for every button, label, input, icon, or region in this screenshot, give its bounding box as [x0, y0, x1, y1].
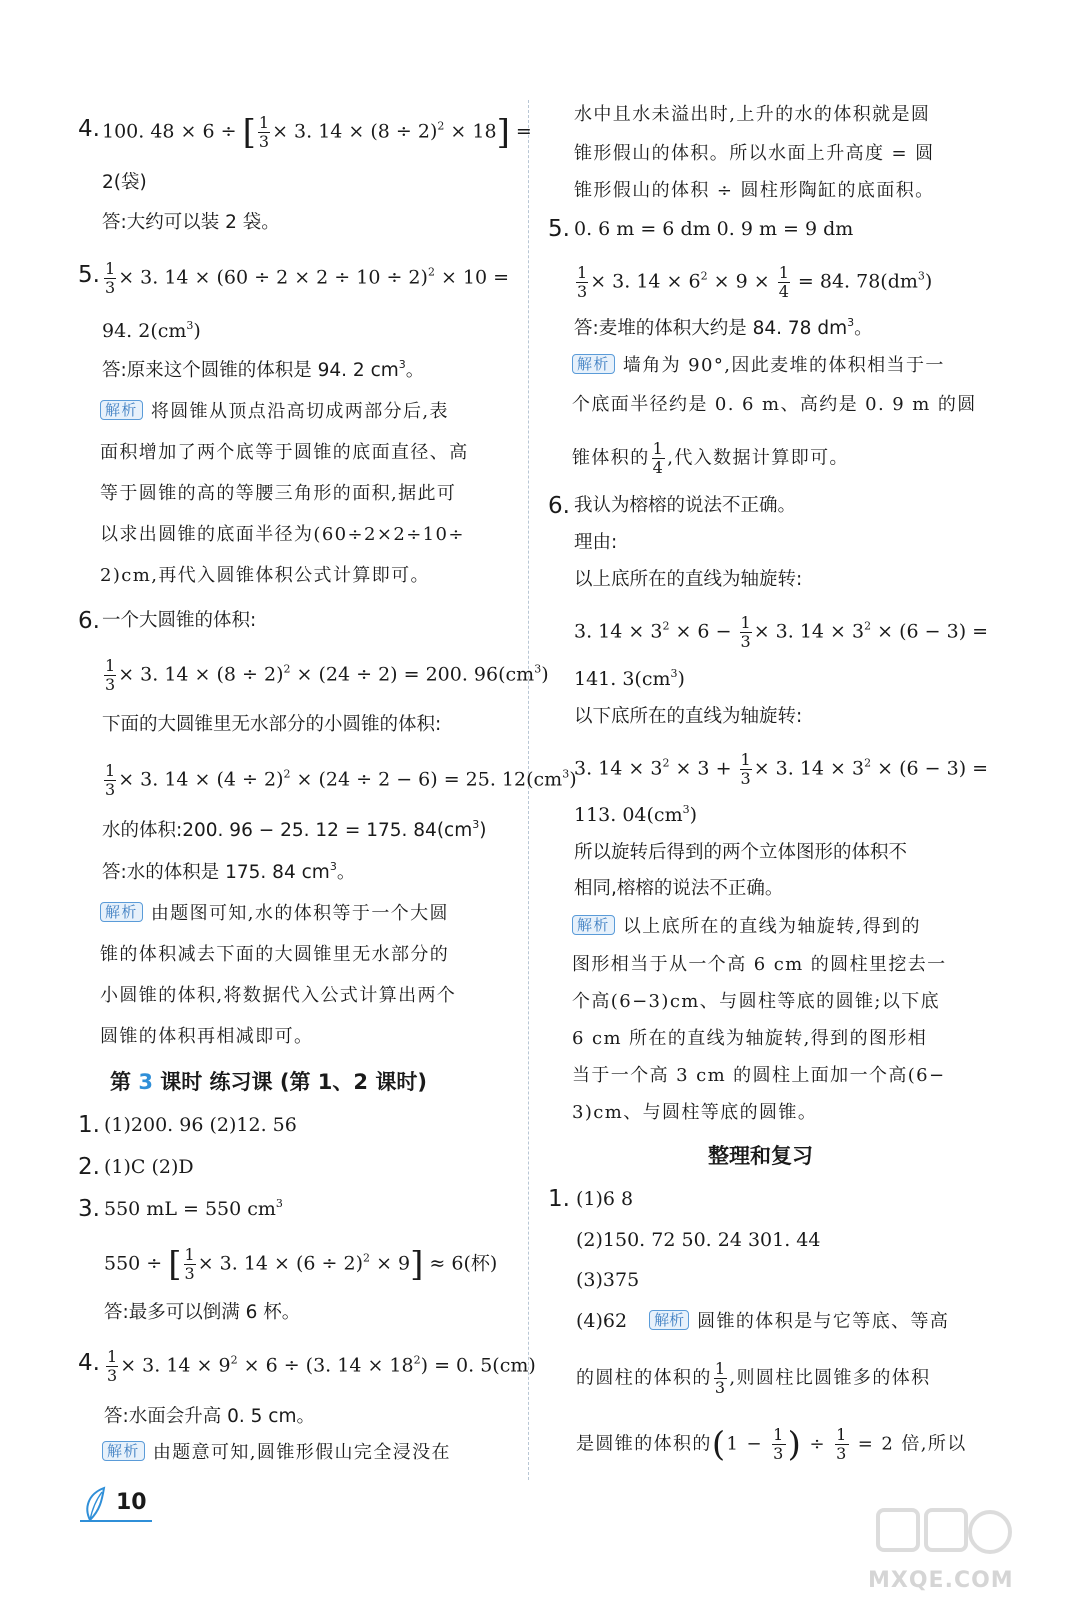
question-number: 3. [78, 1196, 100, 1222]
q5-part: × 9 × [707, 270, 776, 293]
exercise-2: (1)C (2)D [104, 1156, 194, 1178]
exponent: 3 [398, 358, 406, 371]
close-paren: ) [924, 270, 933, 293]
close-paren: ) [541, 663, 549, 686]
fraction-one-quarter [778, 264, 790, 301]
q5-part: × 3. 14 × 6 [590, 270, 701, 293]
frac-num: 1 [105, 761, 116, 780]
analysis-tag: 解析 [100, 400, 143, 420]
page-number: 10 [116, 1490, 147, 1515]
analysis-tag: 解析 [572, 354, 615, 374]
q5-result [102, 318, 201, 344]
q5-explanation-line: 个底面半径约是 0. 6 m、高约是 0. 9 m 的圆 [572, 394, 977, 415]
exponent: 2 [283, 662, 291, 676]
e3-part: ≈ 6(杯) [423, 1252, 498, 1275]
q5-answer-text: 答:原来这个圆锥的体积是 94. 2 cm [102, 360, 399, 381]
exponent: 3 [329, 860, 337, 873]
frac-den: 4 [778, 282, 789, 301]
exponent: 3 [670, 667, 678, 680]
exponent: 2 [427, 265, 435, 279]
review-1-part-4 [576, 1308, 949, 1335]
q5-explanation-line: 等于圆锥的高的等腰三角形的面积,据此可 [100, 483, 457, 504]
frac-num: 1 [740, 613, 751, 632]
period: 。 [336, 862, 356, 883]
explanation-text: 由题图可知,水的体积等于一个大圆 [150, 903, 449, 924]
q6-part: × (6 − 3) = [871, 757, 989, 780]
e4-part: × 3. 14 × 9 [120, 1354, 231, 1377]
fraction-one-third [576, 264, 588, 301]
q6-explanation-line: 3)cm、与圆柱等底的圆锥。 [572, 1102, 818, 1123]
explanation-text: ,则圆柱比圆锥多的体积 [729, 1367, 931, 1389]
q5-result-text: 94. 2(cm [102, 320, 187, 342]
e3-part: 550 ÷ [104, 1252, 169, 1275]
e3-part: × 9 [370, 1252, 411, 1275]
q6-l2-part-b: × (24 ÷ 2 − 6) = 25. 12(cm [290, 768, 563, 791]
fraction-one-third [104, 260, 116, 297]
frac-den: 3 [577, 282, 588, 301]
continued-explanation-line: 锥形假山的体积 ÷ 圆柱形陶缸的底面积。 [574, 180, 935, 201]
q5-part-b: × 10 = [434, 266, 510, 289]
exponent: 3 [534, 662, 542, 676]
exponent: 2 [700, 269, 708, 283]
review-1-part-1: (1)6 8 [576, 1188, 634, 1210]
q5-formula [102, 260, 509, 297]
close-paren: ) [479, 820, 487, 841]
q4-answer: 答:大约可以装 2 袋。 [102, 212, 280, 233]
q6-explanation-line: 圆锥的体积再相减即可。 [100, 1026, 314, 1047]
q6-subtitle: 下面的大圆锥里无水部分的小圆锥的体积: [102, 714, 442, 735]
q6-explanation-line: 6 cm 所在的直线为轴旋转,得到的图形相 [572, 1028, 928, 1049]
explanation-text: 圆锥的体积是与它等底、等高 [697, 1311, 950, 1332]
q5-explanation-line [100, 399, 449, 425]
exponent: 2 [662, 619, 670, 633]
review-explanation-line [576, 1360, 931, 1397]
bracket-left: [ [168, 1244, 182, 1285]
continued-explanation-line: 水中且水未溢出时,上升的水的体积就是圆 [574, 104, 931, 125]
q5-answer-text: 答:麦堆的体积大约是 84. 78 dm [574, 318, 848, 339]
period: 。 [854, 318, 873, 339]
close-paren: ) [689, 804, 698, 826]
question-number: 4. [78, 116, 100, 142]
exponent: 2 [413, 1353, 421, 1367]
q6-top-axis: 以上底所在的直线为轴旋转: [574, 569, 803, 590]
q6-explanation-line: 当于一个高 3 cm 的圆柱上面加一个高(6− [572, 1065, 946, 1086]
frac-den: 3 [740, 632, 751, 651]
q6-result-text: 113. 04(cm [574, 804, 683, 826]
frac-num: 1 [740, 750, 751, 769]
q6-formula-2 [102, 762, 577, 799]
explanation-text: = 2 倍,所以 [850, 1433, 967, 1455]
q6-result-text: 141. 3(cm [574, 668, 671, 690]
explanation-text: ,代入数据计算即可。 [667, 447, 849, 469]
exercise-1: (1)200. 96 (2)12. 56 [104, 1114, 297, 1136]
q6-l2-part-a: × 3. 14 × (4 ÷ 2) [118, 768, 284, 791]
frac-den: 4 [652, 458, 665, 477]
bracket-right: ] [410, 1244, 424, 1285]
frac-den: 3 [773, 1444, 785, 1463]
review-1-part-2: (2)150. 72 50. 24 301. 44 [576, 1229, 821, 1251]
question-number: 6. [548, 493, 570, 519]
exercise-3-answer: 答:最多可以倒满 6 杯。 [104, 1302, 301, 1323]
q6-part: × 3. 14 × 3 [753, 620, 865, 643]
q4-part-d: = [509, 120, 532, 143]
explanation-text: 1 − [726, 1433, 771, 1455]
leaf-icon [80, 1484, 114, 1524]
frac-num: 1 [652, 439, 665, 458]
exponent: 3 [917, 269, 925, 283]
q5-explanation-line [572, 440, 849, 477]
fraction-one-third [184, 1246, 196, 1283]
close-paren: ) [677, 668, 685, 690]
frac-num: 1 [107, 1347, 118, 1366]
frac-num: 1 [714, 1359, 727, 1378]
frac-den: 3 [105, 780, 116, 799]
heading-part: 第 [110, 1070, 139, 1094]
fraction-one-third [258, 114, 270, 151]
frac-num: 1 [105, 656, 116, 675]
exponent: 2 [230, 1353, 238, 1367]
bracket-right: ] [496, 112, 510, 153]
answer-text: (4)62 [576, 1310, 628, 1332]
q6-water-text: 水的体积:200. 96 − 25. 12 = 175. 84(cm [102, 820, 473, 841]
frac-den: 3 [740, 769, 751, 788]
exponent: 2 [864, 756, 872, 770]
frac-num: 1 [184, 1245, 195, 1264]
frac-den: 3 [105, 278, 116, 297]
question-number: 5. [78, 262, 100, 288]
q4-formula [102, 114, 532, 151]
exponent: 2 [864, 619, 872, 633]
section-heading [110, 1066, 427, 1096]
question-number: 1. [548, 1186, 570, 1212]
review-1-part-3: (3)375 [576, 1269, 640, 1291]
exponent: 2 [662, 756, 670, 770]
q6-formula-1 [574, 614, 988, 651]
q6-explanation-line [100, 901, 449, 927]
exponent: 2 [283, 767, 291, 781]
explanation-text: 的圆柱的体积的 [576, 1367, 712, 1389]
q6-part: × 3 + [669, 757, 738, 780]
q6-bottom-axis: 以下底所在的直线为轴旋转: [574, 706, 803, 727]
q6-explanation-line [572, 914, 921, 940]
question-number: 5. [548, 216, 570, 242]
exponent: 2 [363, 1251, 371, 1265]
q6-reason-label: 理由: [574, 532, 618, 553]
explanation-text: 以上底所在的直线为轴旋转,得到的 [622, 916, 921, 937]
q6-result-1 [574, 666, 685, 692]
e4-part: × 6 ÷ (3. 14 × 18 [237, 1354, 414, 1377]
q6-part: 3. 14 × 3 [574, 620, 663, 643]
exercise-3-conversion [104, 1196, 283, 1222]
frac-den: 3 [836, 1444, 848, 1463]
frac-num: 1 [258, 113, 270, 132]
q5-conversion: 0. 6 m = 6 dm 0. 9 m = 9 dm [574, 218, 854, 240]
e3-part: × 3. 14 × (6 ÷ 2) [197, 1252, 364, 1275]
frac-num: 1 [577, 263, 588, 282]
explanation-text: ÷ [802, 1433, 834, 1455]
q5-part: = 84. 78(dm [791, 270, 918, 293]
page-number-underline [80, 1520, 152, 1522]
q4-part-c: × 18 [444, 120, 497, 143]
fraction-one-third [772, 1426, 786, 1463]
e3-text: 550 mL = 550 cm [104, 1198, 276, 1220]
q5-explanation-line: 面积增加了两个底等于圆锥的底面直径、高 [100, 442, 469, 463]
review-explanation-line [576, 1426, 967, 1463]
question-number: 6. [78, 608, 100, 634]
q4-part-b: × 3. 14 × (8 ÷ 2) [272, 120, 438, 143]
exercise-3-formula [104, 1246, 497, 1283]
exponent: 3 [186, 319, 194, 332]
explanation-text: 由题意可知,圆锥形假山完全浸没在 [152, 1442, 451, 1463]
fraction-one-third [740, 751, 752, 788]
q5-answer [102, 358, 424, 384]
q4-result: 2(袋) [102, 172, 147, 193]
exponent: 3 [562, 767, 570, 781]
fraction-one-quarter [652, 440, 666, 477]
analysis-tag: 解析 [649, 1310, 689, 1330]
q6-part: × 6 − [669, 620, 738, 643]
fraction-one-third [104, 657, 116, 694]
exercise-4-answer: 答:水面会升高 0. 5 cm。 [104, 1406, 315, 1427]
e4-part: ) = 0. 5(cm) [420, 1354, 536, 1377]
paren-left: ( [711, 1424, 727, 1465]
frac-den: 3 [714, 1378, 727, 1397]
explanation-text: 锥体积的 [572, 447, 650, 469]
e4-explanation-line [102, 1440, 451, 1466]
heading-part: 课时 练习课 (第 1、2 课时) [152, 1070, 427, 1094]
q5-formula [574, 264, 932, 301]
q6-result-2 [574, 802, 697, 828]
q6-formula-2 [574, 751, 988, 788]
period: 。 [405, 360, 425, 381]
exponent: 3 [275, 1197, 283, 1210]
q6-conclusion: 相同,榕榕的说法不正确。 [574, 878, 784, 899]
q6-l1-part-a: × 3. 14 × (8 ÷ 2) [118, 663, 284, 686]
question-number: 2. [78, 1154, 100, 1180]
q6-answer [102, 860, 355, 886]
q6-part: × 3. 14 × 3 [753, 757, 865, 780]
explanation-text: 将圆锥从顶点沿高切成两部分后,表 [150, 401, 449, 422]
exponent: 2 [437, 119, 445, 133]
fraction-one-third [835, 1426, 849, 1463]
explanation-text: 是圆锥的体积的 [576, 1433, 712, 1455]
q4-part-a: 100. 48 × 6 ÷ [102, 120, 243, 143]
q6-part: 3. 14 × 3 [574, 757, 663, 780]
frac-num: 1 [773, 1425, 785, 1444]
q6-water [102, 818, 486, 844]
q6-explanation-line: 个高(6−3)cm、与圆柱等底的圆锥;以下底 [572, 991, 941, 1012]
analysis-tag: 解析 [102, 1441, 145, 1461]
frac-den: 3 [184, 1264, 195, 1283]
exercise-4-formula [104, 1348, 536, 1385]
q6-formula-1 [102, 657, 549, 694]
close-paren: ) [193, 320, 201, 342]
close-paren: ) [569, 768, 577, 791]
paren-right: ) [787, 1424, 803, 1465]
fraction-one-third [106, 1348, 118, 1385]
frac-num: 1 [778, 263, 789, 282]
watermark-text: MXQE.COM [868, 1568, 1014, 1593]
frac-num: 1 [836, 1425, 848, 1444]
continued-explanation-line: 锥形假山的体积。所以水面上升高度 = 圆 [574, 143, 935, 164]
q5-answer [574, 316, 873, 342]
q6-title: 一个大圆锥的体积: [102, 610, 257, 631]
q5-explanation-line: 以求出圆锥的底面半径为(60÷2×2÷10÷ [100, 524, 465, 545]
frac-den: 3 [105, 675, 116, 694]
q5-part-a: × 3. 14 × (60 ÷ 2 × 2 ÷ 10 ÷ 2) [118, 266, 428, 289]
frac-num: 1 [105, 259, 116, 278]
q6-l1-part-b: × (24 ÷ 2) = 200. 96(cm [290, 663, 535, 686]
exponent: 3 [682, 803, 690, 816]
bracket-left: [ [242, 112, 256, 153]
q5-explanation-line: 2)cm,再代入圆锥体积公式计算即可。 [100, 565, 430, 586]
section-heading-review: 整理和复习 [708, 1144, 813, 1168]
q6-explanation-line: 小圆锥的体积,将数据代入公式计算出两个 [100, 985, 457, 1006]
q6-explanation-line: 锥的体积减去下面的大圆锥里无水部分的 [100, 944, 450, 965]
q6-part: × (6 − 3) = [871, 620, 989, 643]
question-number: 1. [78, 1112, 100, 1138]
frac-den: 3 [107, 1366, 118, 1385]
fraction-one-third [104, 762, 116, 799]
explanation-text: 墙角为 90°,因此麦堆的体积相当于一 [622, 355, 945, 376]
analysis-tag: 解析 [100, 902, 143, 922]
fraction-one-third [714, 1360, 728, 1397]
q6-answer-text: 答:水的体积是 175. 84 cm [102, 862, 330, 883]
exponent: 3 [472, 818, 480, 831]
heading-lesson-number: 3 [138, 1070, 153, 1094]
analysis-tag: 解析 [572, 915, 615, 935]
question-number: 4. [78, 1350, 100, 1376]
q6-conclusion: 所以旋转后得到的两个立体图形的体积不 [574, 842, 908, 863]
q5-explanation-line [572, 353, 945, 379]
fraction-one-third [740, 614, 752, 651]
q6-explanation-line: 图形相当于从一个高 6 cm 的圆柱里挖去一 [572, 954, 947, 975]
frac-den: 3 [258, 132, 270, 151]
q6-statement: 我认为榕榕的说法不正确。 [574, 495, 797, 516]
exponent: 3 [847, 316, 855, 329]
